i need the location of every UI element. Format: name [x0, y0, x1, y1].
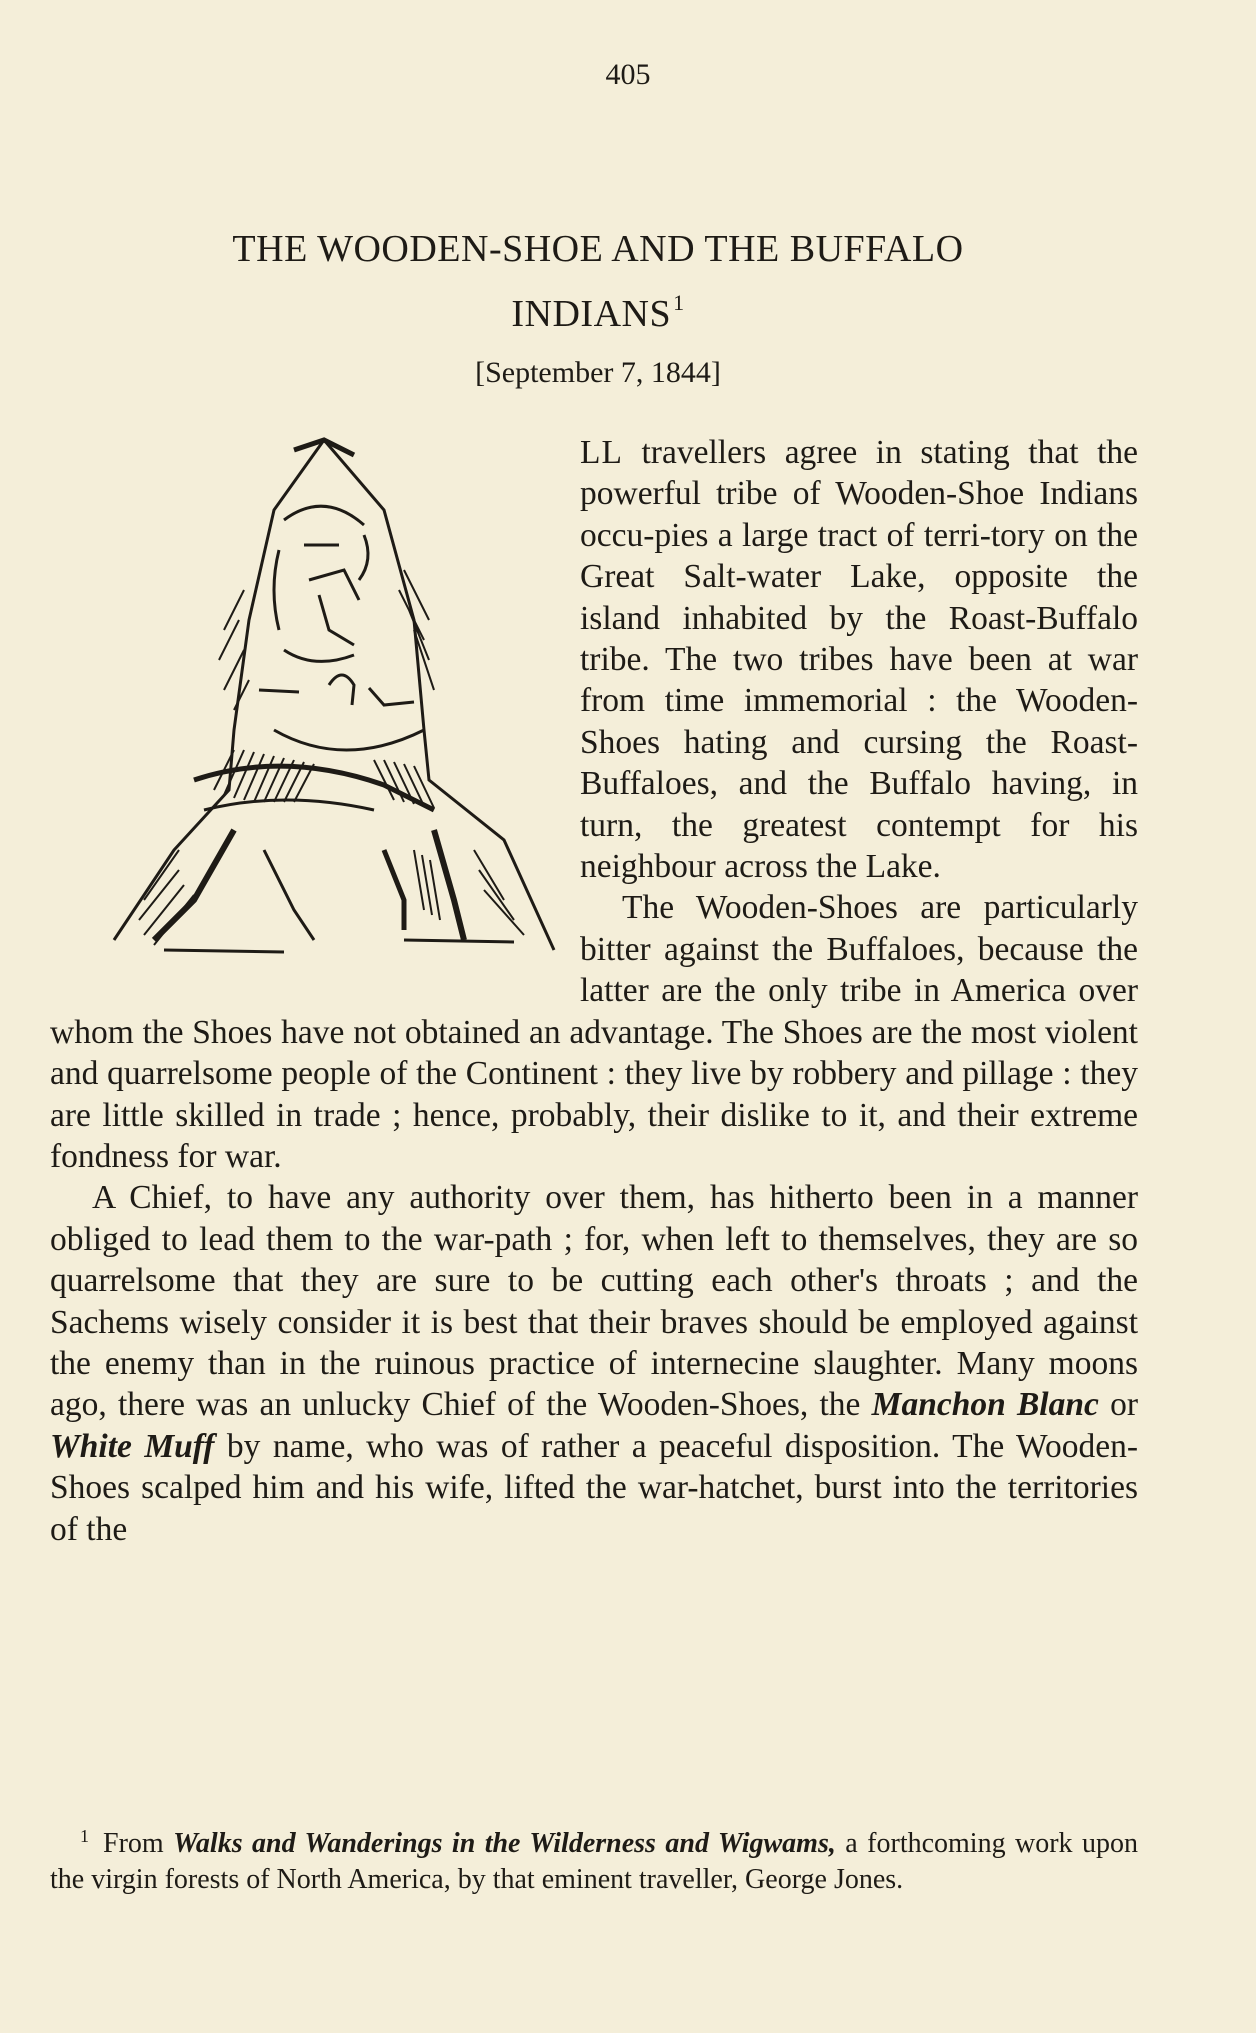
paragraph-3-part-c: by name, who was of rather a peaceful disposition. The Wooden-Shoes scalped him and his wife, lifted the war-hatchet, burst into the territories of the — [50, 1427, 1139, 1548]
chapter-title — [60, 222, 1136, 341]
title-line-1: THE WOODEN-SHOE AND THE BUFFALO — [232, 228, 964, 270]
paragraph-3-part-b: or — [1098, 1386, 1139, 1424]
footnote-text-a: From — [103, 1828, 174, 1859]
footnote — [50, 1818, 1138, 1898]
title-line-2 — [60, 276, 1136, 341]
paragraph-3-part-a: A Chief, to have any authority over them, has hitherto been in a manner obliged to lead them to the war-path ; for, when left to themselves, they are so quarrelsome that they are sure to be cutting each other's throats ; and the Sachems wisely consider it is best that their braves should be employed against the enemy than in the ruinous practice of internecine slaughter. Many moons ago, there was an unlucky Chief of the Wooden-Shoes, the — [50, 1179, 1138, 1424]
footnote-mark: 1 — [80, 1826, 89, 1846]
footnote-text-b: a forthcoming work upon the virgin forests of North America, by that eminent traveller, George Jones. — [50, 1828, 1138, 1895]
title-footnote-mark: 1 — [673, 290, 685, 315]
paragraph-1-text: travellers agree in stating that the powerful tribe of Wooden-Shoe Indians occu-pies a large tract of terri-tory on the Great Salt-water Lake, opposite the island inhabited by the Roast-Buffalo tribe. The two tribes have been at war from time immemorial : the Wooden-Shoes hating and cursing the Roast-Buffaloes, and the Buffalo having, in turn, the greatest contempt for his neighbour across the Lake. — [580, 434, 1138, 886]
footnote-book-title: Walks and Wanderings in the Wilderness and Wigwams, — [173, 1828, 836, 1859]
paragraph-3 — [50, 1177, 1138, 1550]
name-white-muff: White Muff — [50, 1427, 215, 1465]
opening-smallcaps: LL — [580, 434, 623, 471]
title-line-2-text: INDIANS — [511, 293, 672, 335]
page-number: 405 — [605, 58, 651, 91]
chapter-date: [September 7, 1844] — [475, 356, 721, 389]
paragraph-2: The Wooden-Shoes are particularly bitter against the Buffaloes, because the latter are the only tribe in America over whom the Shoes have not obtained an advantage. The Shoes are the most violent and quarrelsome people of the Continent : they live by robbery and pillage : they are little skilled in trade ; hence, probably, their dislike to it, and their extreme fondness for war. — [50, 889, 1138, 1175]
main-text — [50, 432, 1138, 1550]
initial-float-space — [50, 432, 580, 992]
name-manchon-blanc: Manchon Blanc — [871, 1386, 1099, 1424]
